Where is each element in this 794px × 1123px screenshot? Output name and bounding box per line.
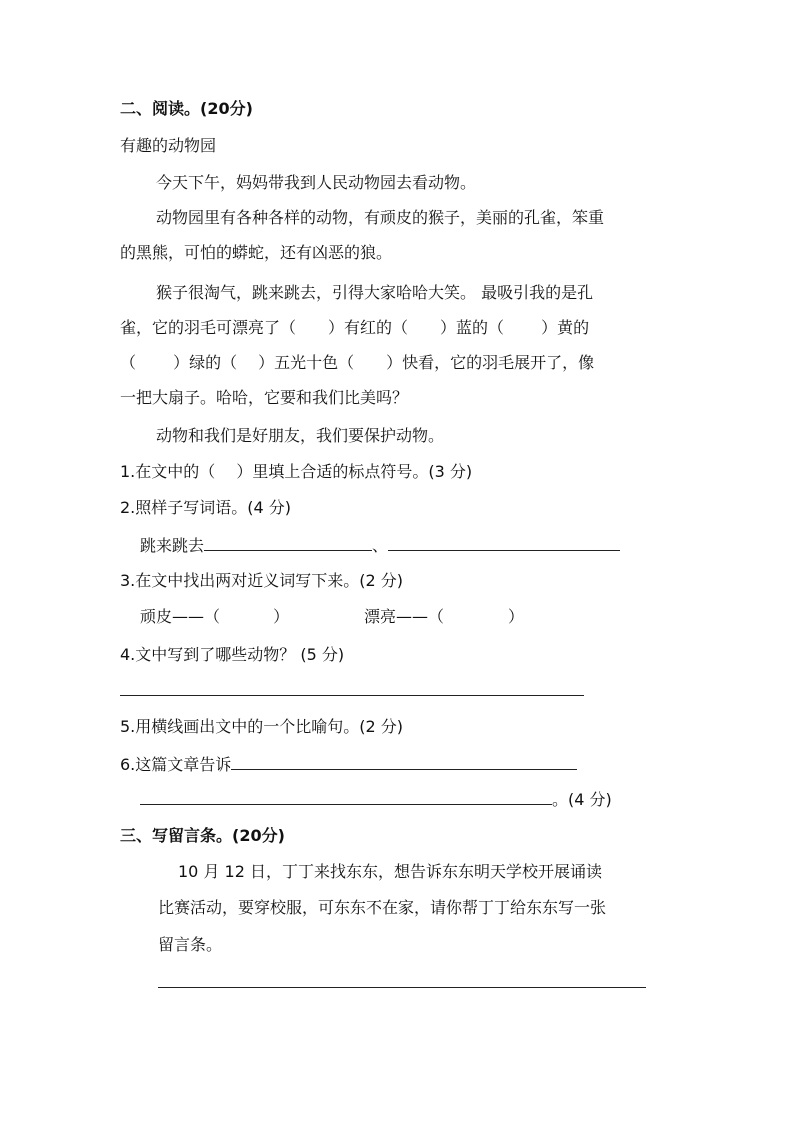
answer-line[interactable] bbox=[140, 790, 552, 805]
passage-paragraph-3-line-1: 猴子很淘气，跳来跳去，引得大家哈哈大笑。 最吸引我的是孔 bbox=[156, 283, 594, 302]
section-3-line-2: 比赛活动，要穿校服，可东东不在家，请你帮丁丁给东东写一张 bbox=[158, 898, 607, 917]
question-6-row bbox=[120, 755, 577, 775]
passage-title: 有趣的动物园 bbox=[120, 136, 217, 155]
passage-paragraph-3-line-2: 雀，它的羽毛可漂亮了（ ）有红的（ ）蓝的（ ）黄的 bbox=[120, 318, 590, 337]
question-3-pair-b: 漂亮——（ ） bbox=[364, 607, 525, 626]
question-2-answer-row bbox=[140, 536, 620, 556]
question-3-pair-a: 顽皮——（ ） bbox=[140, 607, 290, 626]
passage-paragraph-2-line-1: 动物园里有各种各样的动物，有顽皮的猴子，美丽的孔雀，笨重 bbox=[156, 208, 605, 227]
answer-line[interactable] bbox=[231, 755, 577, 770]
section-2-title: 二、阅读。(20分) bbox=[120, 99, 253, 118]
question-2-example: 跳来跳去 bbox=[140, 536, 205, 555]
question-6-row-2 bbox=[140, 790, 612, 810]
passage-paragraph-2-line-2: 的黑熊，可怕的蟒蛇，还有凶恶的狼。 bbox=[120, 243, 393, 262]
question-2: 2.照样子写词语。(4 分) bbox=[120, 498, 292, 517]
section-3-line-1: 10 月 12 日，丁丁来找东东，想告诉东东明天学校开展诵读 bbox=[178, 862, 602, 881]
answer-line[interactable] bbox=[204, 536, 372, 551]
question-4-answer-line[interactable] bbox=[120, 695, 584, 696]
passage-paragraph-1: 今天下午，妈妈带我到人民动物园去看动物。 bbox=[156, 173, 477, 192]
question-2-separator: 、 bbox=[372, 536, 389, 555]
section-3-answer-line[interactable] bbox=[158, 987, 646, 988]
passage-paragraph-3-line-4: 一把大扇子。哈哈，它要和我们比美吗？ bbox=[120, 388, 409, 407]
question-6-end: 。(4 分) bbox=[552, 790, 612, 809]
question-1: 1.在文中的（ ）里填上合适的标点符号。(3 分) bbox=[120, 462, 473, 481]
answer-line[interactable] bbox=[388, 536, 620, 551]
section-3-line-3: 留言条。 bbox=[158, 935, 223, 954]
passage-paragraph-3-line-3: （ ）绿的（ ）五光十色（ ）快看，它的羽毛展开了，像 bbox=[120, 353, 595, 372]
question-6: 6.这篇文章告诉 bbox=[120, 755, 232, 774]
passage-paragraph-4: 动物和我们是好朋友，我们要保护动物。 bbox=[156, 426, 445, 445]
question-4: 4.文中写到了哪些动物？ (5 分) bbox=[120, 645, 345, 664]
question-3: 3.在文中找出两对近义词写下来。(2 分) bbox=[120, 571, 404, 590]
question-5: 5.用横线画出文中的一个比喻句。(2 分) bbox=[120, 717, 404, 736]
section-3-title: 三、写留言条。(20分) bbox=[120, 826, 285, 845]
